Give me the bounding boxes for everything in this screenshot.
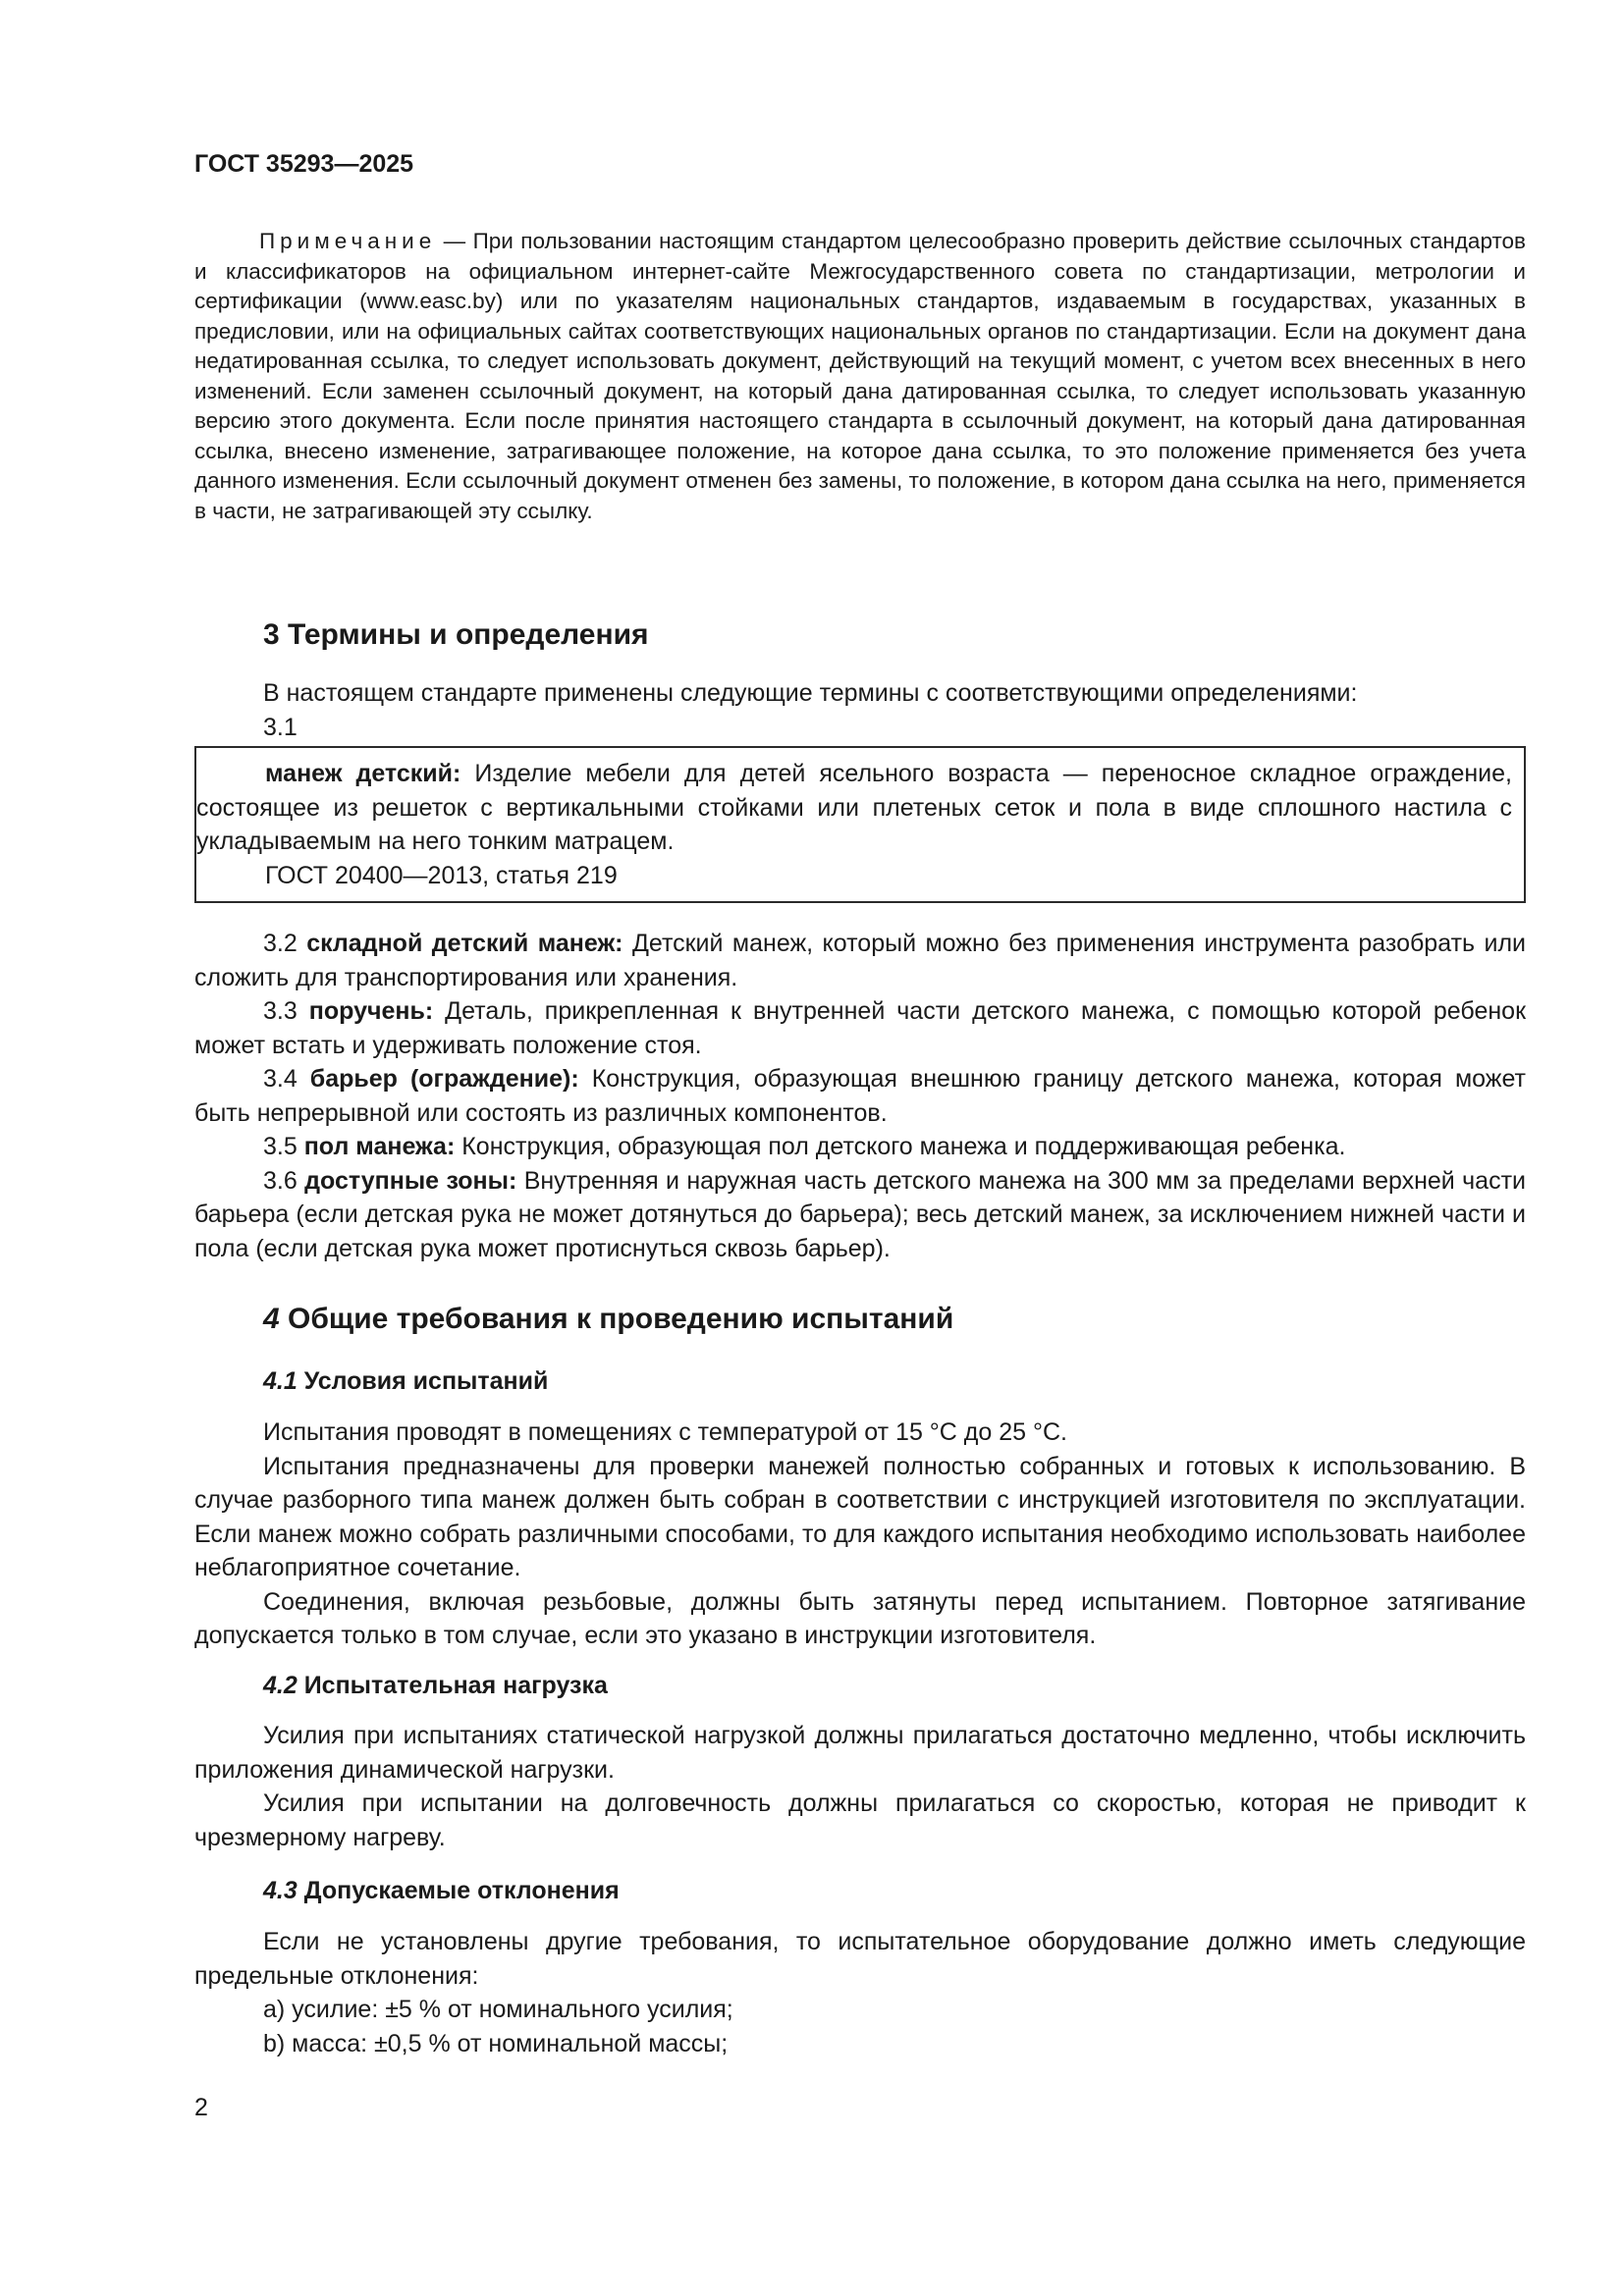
definition-3-1-source: ГОСТ 20400—2013, статья 219 bbox=[265, 861, 618, 889]
subsection-4-3-body bbox=[194, 1925, 1526, 2060]
subsection-4-3-title: Допускаемые отклонения bbox=[297, 1877, 620, 1904]
subsection-4-1-title: Условия испытаний bbox=[297, 1367, 549, 1395]
section-4-title: Общие требования к проведению испытаний bbox=[279, 1303, 954, 1335]
term-3-6 bbox=[194, 1164, 1526, 1266]
subsection-4-3-heading bbox=[263, 1877, 620, 1905]
subsection-4-2-number: 4.2 bbox=[263, 1672, 298, 1699]
page-number: 2 bbox=[194, 2094, 208, 2121]
term-number: 3.6 bbox=[263, 1166, 305, 1195]
term-definition: Конструкция, образующая пол детского манежа и поддерживающая ребенка. bbox=[455, 1133, 1346, 1160]
term-number: 3.5 bbox=[263, 1133, 304, 1160]
paragraph: Усилия при испытании на долговечность должны прилагаться со скоростью, которая не приводит к чрезмерному нагреву. bbox=[194, 1789, 1526, 1851]
list-item: b) масса: ±0,5 % от номинальной массы; bbox=[263, 2029, 729, 2057]
term-definition: Деталь, прикрепленная к внутренней части детского манежа, с помощью которой ребенок может встать и удерживать положение стоя. bbox=[194, 997, 1527, 1059]
definition-3-1-number: 3.1 bbox=[263, 713, 298, 741]
section-4-heading bbox=[263, 1303, 953, 1336]
definition-box bbox=[194, 746, 1526, 903]
subsection-4-2-title: Испытательная нагрузка bbox=[297, 1672, 608, 1699]
term-3-2 bbox=[194, 927, 1526, 994]
subsection-4-3-number: 4.3 bbox=[263, 1877, 298, 1904]
subsection-4-1-body bbox=[194, 1415, 1526, 1653]
term-number: 3.3 bbox=[263, 997, 309, 1025]
section-3-intro-block bbox=[194, 676, 1526, 744]
subsection-4-1-number: 4.1 bbox=[263, 1367, 298, 1395]
paragraph: Испытания предназначены для проверки манежей полностью собранных и готовых к использованию. В случае разборного типа манеж должен быть собран в соответствии с инструкцией изготовителя по эксплуатации. Если манеж можно собрать различными способами, то для каждого испытания необходимо использовать наиболее неблагоприятное сочетание. bbox=[194, 1452, 1526, 1581]
term-3-4 bbox=[194, 1062, 1526, 1130]
term-name: пол манежа: bbox=[303, 1133, 456, 1160]
note-label: Примечание bbox=[259, 229, 437, 253]
paragraph: Соединения, включая резьбовые, должны быть затянуты перед испытанием. Повторное затягивание допускается только в том случае, если это указано в инструкции изготовителя. bbox=[194, 1587, 1526, 1649]
subsection-4-1-heading bbox=[263, 1367, 548, 1396]
term-name: поручень: bbox=[308, 997, 434, 1025]
term-definition: Детский манеж, который можно без применения инструмента разобрать или сложить для транспортирования или хранения. bbox=[194, 930, 1526, 991]
subsection-4-2-body bbox=[194, 1719, 1526, 1854]
section-3-heading: 3 Термины и определения bbox=[263, 618, 649, 651]
definition-3-1-term: манеж детский: bbox=[265, 760, 461, 787]
section-3-intro: В настоящем стандарте применены следующие термины с соответствующими определениями: bbox=[263, 679, 1358, 707]
term-3-5 bbox=[194, 1130, 1526, 1164]
term-definition: Внутренняя и наружная часть детского манежа на 300 мм за пределами верхней части барьера (если детская рука не может дотянуться до барьера); весь детский манеж, за исключением нижней части и пола (если детская рука может протиснуться сквозь барьер). bbox=[194, 1166, 1526, 1262]
subsection-4-2-heading bbox=[263, 1672, 608, 1700]
definition-3-1-text: Изделие мебели для детей ясельного возраста — переносное складное ограждение, состоящее из решеток с вертикальными стойками или плетеных сеток и пола в виде сплошного настила с укладываемым на него тонким матрацем. bbox=[196, 760, 1512, 855]
document-header: ГОСТ 35293—2025 bbox=[194, 150, 414, 178]
term-definition: Конструкция, образующая внешнюю границу детского манежа, которая может быть непрерывной или состоять из различных компонентов. bbox=[194, 1065, 1527, 1127]
paragraph: Если не установлены другие требования, то испытательное оборудование должно иметь следующие предельные отклонения: bbox=[194, 1928, 1526, 1990]
term-name: доступные зоны: bbox=[304, 1166, 517, 1195]
section-4-number: 4 bbox=[263, 1303, 280, 1335]
term-number: 3.2 bbox=[263, 930, 307, 957]
terms-list bbox=[194, 927, 1526, 1265]
note-block bbox=[194, 227, 1526, 526]
paragraph: Усилия при испытаниях статической нагрузкой должны прилагаться достаточно медленно, чтобы исключить приложения динамической нагрузки. bbox=[194, 1722, 1526, 1784]
term-name: складной детский манеж: bbox=[306, 930, 623, 957]
term-3-3 bbox=[194, 994, 1526, 1062]
paragraph: Испытания проводят в помещениях с температурой от 15 °С до 25 °С. bbox=[263, 1418, 1067, 1446]
list-item: a) усилие: ±5 % от номинального усилия; bbox=[263, 1996, 733, 2023]
definition-3-1 bbox=[196, 757, 1512, 859]
term-number: 3.4 bbox=[263, 1065, 310, 1093]
term-name: барьер (ограждение): bbox=[309, 1065, 579, 1093]
note-text: — При пользовании настоящим стандартом целесообразно проверить действие ссылочных стандартов и классификаторов на официальном интернет-сайте Межгосударственного совета по стандартизации, метрологии и сертификации (www.easc.by) или по указателям национальных стандартов, издаваемым в государствах, указанных в предисловии, или на официальных сайтах соответствующих национальных органов по стандартизации. Если на документ дана недатированная ссылка, то следует использовать документ, действующий на текущий момент, с учетом всех внесенных в него изменений. Если заменен ссылочный документ, на который дана датированная ссылка, то следует использовать указанную версию этого документа. Если после принятия настоящего стандарта в ссылочный документ, на который дана датированная ссылка, внесено изменение, затрагивающее положение, на которое дана ссылка, то это положение применяется без учета данного изменения. Если ссылочный документ отменен без замены, то положение, в котором дана ссылка на него, применяется в части, не затрагивающей эту ссылку. bbox=[194, 229, 1526, 523]
